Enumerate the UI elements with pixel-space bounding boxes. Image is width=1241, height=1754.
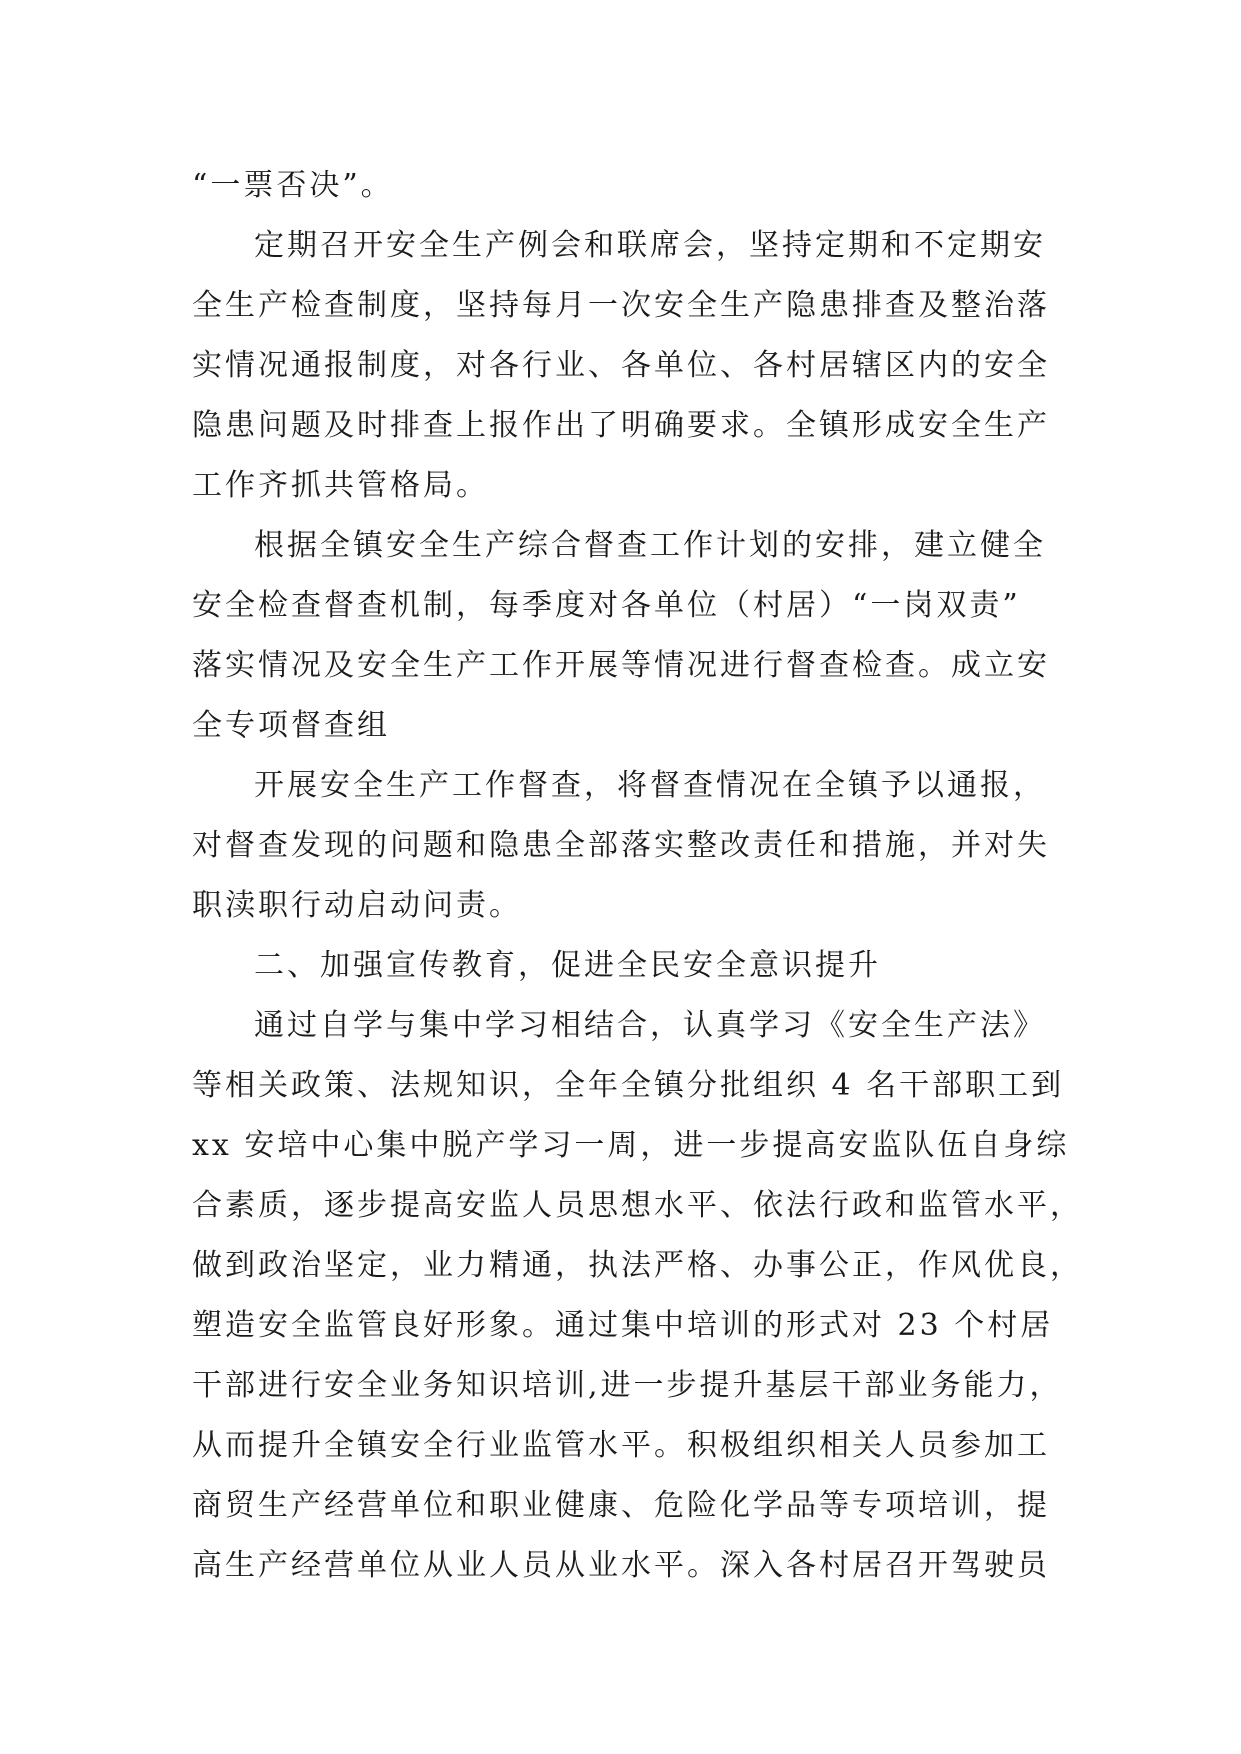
text-line: 隐患问题及时排查上报作出了明确要求。全镇形成安全生产: [192, 408, 1050, 443]
text-line: 合素质，逐步提高安监人员思想水平、依法行政和监管水平，: [192, 1188, 1083, 1223]
text-line: 落实情况及安全生产工作开展等情况进行督查检查。成立安: [192, 648, 1050, 683]
document-body: [192, 156, 1083, 1596]
text-line: 全生产检查制度，坚持每月一次安全生产隐患排查及整治落: [192, 288, 1050, 323]
text-line: 开展安全生产工作督查，将督查情况在全镇予以通报，: [254, 768, 1046, 803]
text-line: 等相关政策、法规知识，全年全镇分批组织 4 名干部职工到: [192, 1068, 1065, 1103]
text-line: 二、加强宣传教育，促进全民安全意识提升: [254, 948, 881, 983]
text-line: 根据全镇安全生产综合督查工作计划的安排，建立健全: [254, 528, 1046, 563]
text-line: 实情况通报制度，对各行业、各单位、各村居辖区内的安全: [192, 348, 1050, 383]
text-line: 干部进行安全业务知识培训,进一步提升基层干部业务能力，: [192, 1368, 1063, 1403]
text-line: “一票否决”。: [192, 168, 394, 203]
text-line: 对督查发现的问题和隐患全部落实整改责任和措施，并对失: [192, 828, 1050, 863]
text-line: 定期召开安全生产例会和联席会，坚持定期和不定期安: [254, 228, 1046, 263]
text-line: 全专项督查组: [192, 708, 390, 743]
text-line: 安全检查督查机制，每季度对各单位（村居）“一岗双责”: [192, 588, 1021, 623]
text-line: 商贸生产经营单位和职业健康、危险化学品等专项培训，提: [192, 1488, 1050, 1523]
text-line: 高生产经营单位从业人员从业水平。深入各村居召开驾驶员: [192, 1548, 1050, 1583]
text-line: 工作齐抓共管格局。: [192, 468, 489, 503]
text-line: 做到政治坚定，业力精通，执法严格、办事公正，作风优良，: [192, 1248, 1083, 1283]
text-line: xx 安培中心集中脱产学习一周，进一步提高安监队伍自身综: [192, 1128, 1070, 1163]
text-line: 塑造安全监管良好形象。通过集中培训的形式对 23 个村居: [192, 1308, 1054, 1343]
text-line: 通过自学与集中学习相结合，认真学习《安全生产法》: [254, 1008, 1046, 1043]
text-line: 从而提升全镇安全行业监管水平。积极组织相关人员参加工: [192, 1428, 1050, 1463]
text-line: 职渎职行动启动问责。: [192, 888, 522, 923]
